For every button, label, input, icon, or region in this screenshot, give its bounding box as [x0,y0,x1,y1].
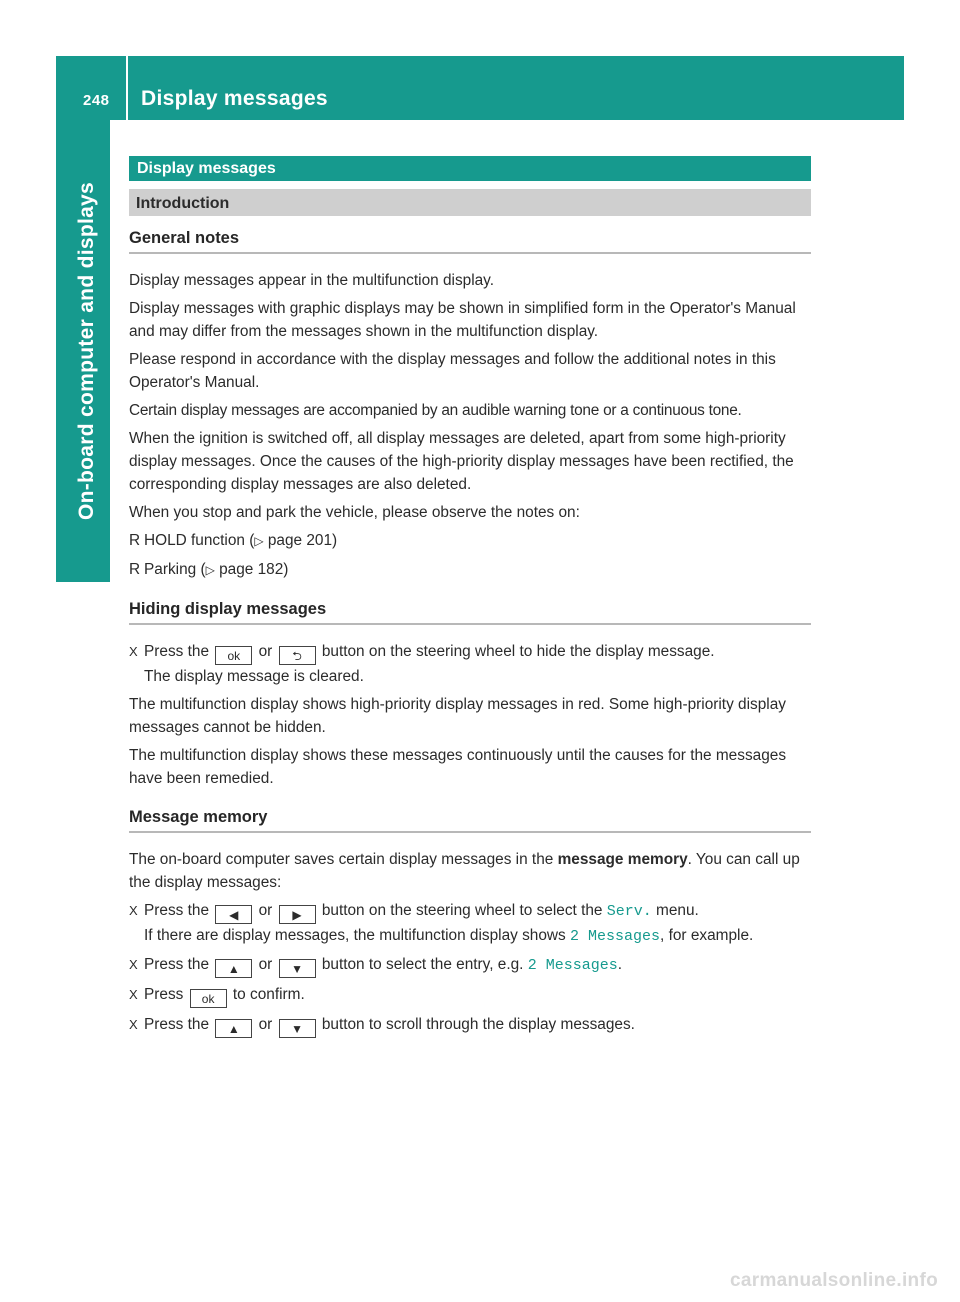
step-text: or [258,1016,273,1033]
bold-term: message memory [557,851,688,868]
section-banner: Display messages [129,156,811,181]
step-text: button to scroll through the display messages. [321,1016,635,1033]
step-result: The display message is cleared. [144,668,364,685]
step-text: button on the steering wheel to hide the display message. [321,643,715,660]
step-text: Press the [144,902,210,919]
paragraph: Please respond in accordance with the display messages and follow the additional notes in this Operator's Manual. [129,351,776,391]
step-text: to confirm. [232,986,305,1003]
step-arrow-icon: X [129,903,138,918]
page-number: 248 [83,92,110,109]
instruction-step [129,1013,811,1038]
display-text-messages: 2 Messages [527,957,618,974]
heading-message-memory: Message memory [129,808,811,833]
down-key-icon: ▼ [279,959,316,978]
chapter-label-text: On-board computer and displays [75,181,98,521]
step-text: button to select the entry, e.g. [321,956,524,973]
page-reference-link[interactable]: page 182) [219,561,289,578]
paragraph: Display messages with graphic displays may be shown in simplified form in the Operator's Manual and may differ from the messages shown in the multifunction display. [129,300,796,340]
step-text: , for example. [660,927,754,944]
left-key-icon: ◀ [215,905,252,924]
paragraph: Certain display messages are accompanied by an audible warning tone or a continuous tone. [129,402,742,419]
bullet-mark: R [129,561,141,578]
bullet-item [129,558,811,582]
page-ref-arrow-icon: ▷ [254,534,264,548]
paragraph: The multifunction display shows these messages continuously until the causes for the messages have been remedied. [129,747,787,787]
step-text: or [258,902,273,919]
step-text: Press the [144,1016,210,1033]
page-header-bar [56,56,904,120]
paragraph: When the ignition is switched off, all display messages are deleted, apart from some high-priority display messages. Once the causes of the high-priority display messages have been rectified, the corresponding display messages are also deleted. [129,430,794,493]
step-text: or [258,643,273,660]
paragraph: When you stop and park the vehicle, please observe the notes on: [129,504,580,521]
step-arrow-icon: X [129,987,138,1002]
down-key-icon: ▼ [279,1019,316,1038]
paragraph: Display messages appear in the multifunction display. [129,272,495,289]
page-ref-arrow-icon: ▷ [205,563,215,577]
step-text: or [258,956,273,973]
chapter-side-label [65,120,109,582]
paragraph [129,848,811,894]
step-text: Press the [144,956,210,973]
step-text: Press [144,986,184,1003]
bullet-text: HOLD function ( [144,532,255,549]
step-arrow-icon: X [129,1017,138,1032]
step-text: . [617,956,623,973]
paragraph-text: The on-board computer saves certain display messages in the [129,851,554,868]
step-text: If there are display messages, the multifunction display shows [144,927,566,944]
step-text: button on the steering wheel to select the [321,902,603,919]
up-key-icon: ▲ [215,959,252,978]
page-reference-link[interactable]: page 201) [267,532,338,549]
paragraph-text: . You can call up the display messages: [129,851,800,891]
back-key-icon: ⮌ [279,646,316,665]
watermark: carmanualsonline.info [730,1270,938,1291]
heading-general-notes: General notes [129,229,811,254]
header-divider [126,56,128,120]
display-text-serv: Serv. [606,903,652,920]
heading-hiding-messages: Hiding display messages [129,600,811,625]
instruction-step [129,640,811,665]
subsection-banner: Introduction [129,189,811,216]
step-text: Press the [144,643,210,660]
bullet-item [129,529,811,553]
up-key-icon: ▲ [215,1019,252,1038]
instruction-step [129,983,811,1008]
ok-key-icon: ok [190,989,227,1008]
page-content [129,156,811,1043]
bullet-text: Parking ( [144,561,206,578]
step-result [129,924,811,948]
page-header-title: Display messages [141,87,328,110]
instruction-step [129,899,811,924]
step-text: menu. [656,902,699,919]
step-arrow-icon: X [129,957,138,972]
instruction-step [129,953,811,978]
paragraph: The multifunction display shows high-priority display messages in red. Some high-priority display messages cannot be hidden. [129,696,786,736]
bullet-mark: R [129,532,141,549]
display-text-messages: 2 Messages [570,928,661,945]
ok-key-icon: ok [215,646,252,665]
step-arrow-icon: X [129,644,138,659]
right-key-icon: ▶ [279,905,316,924]
